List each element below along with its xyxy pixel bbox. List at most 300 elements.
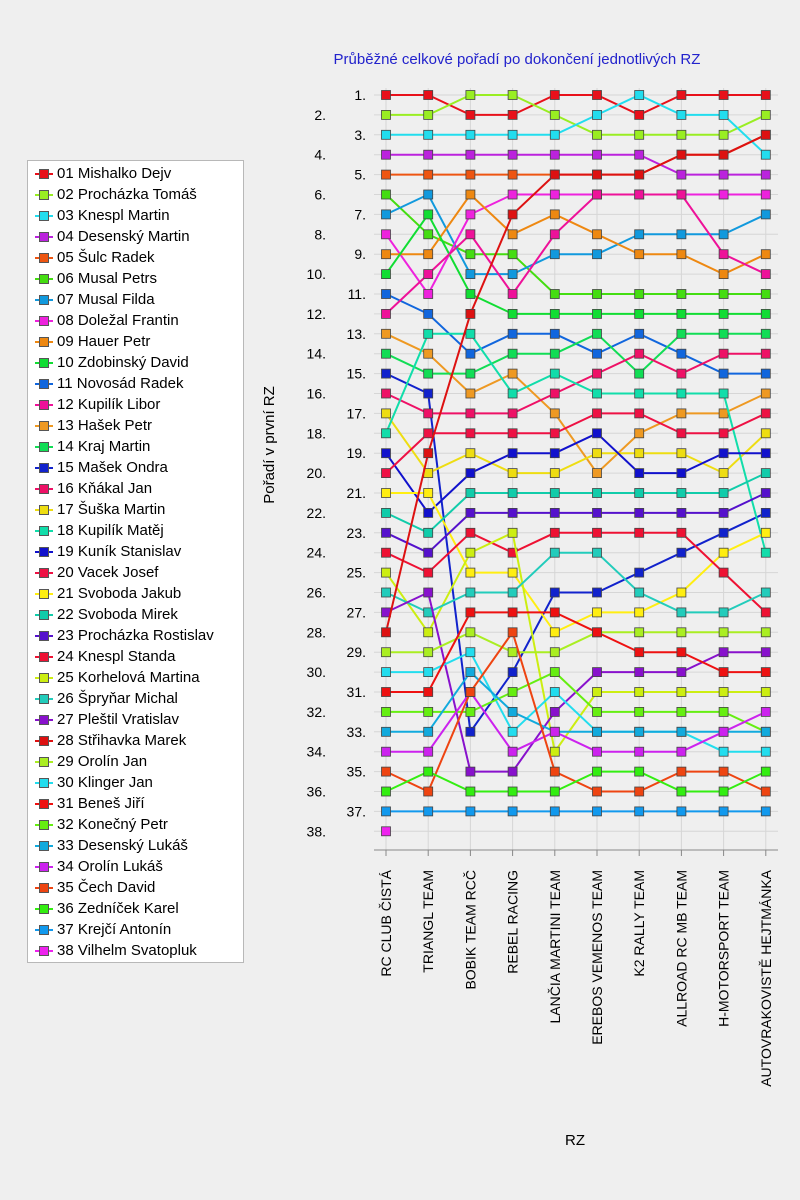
series-point <box>593 429 602 438</box>
series-point <box>466 429 475 438</box>
legend-marker <box>39 631 49 641</box>
legend-label: 26 Špryňar Michal <box>57 690 178 707</box>
legend-item <box>35 625 214 646</box>
series-point <box>550 130 559 139</box>
series-point <box>677 290 686 299</box>
legend-label: 20 Vacek Josef <box>57 564 159 581</box>
series-point <box>761 250 770 259</box>
series-point <box>550 747 559 756</box>
legend-label: 13 Hašek Petr <box>57 417 153 434</box>
series-point <box>550 290 559 299</box>
series-point <box>508 250 517 259</box>
series-point <box>761 727 770 736</box>
series-point <box>508 130 517 139</box>
legend-item <box>35 709 179 730</box>
series-point <box>635 727 644 736</box>
series-point <box>550 727 559 736</box>
series-point <box>424 270 433 279</box>
legend-marker <box>39 736 49 746</box>
series-point <box>593 469 602 478</box>
series-point <box>508 329 517 338</box>
series-point <box>761 409 770 418</box>
legend-marker <box>39 400 49 410</box>
series-point <box>593 767 602 776</box>
series-point <box>382 489 391 498</box>
y-tick-label: 35. <box>346 763 366 780</box>
series-point <box>761 110 770 119</box>
legend-item <box>35 247 155 268</box>
y-tick-label: 2. <box>314 106 326 123</box>
legend-item <box>35 604 178 625</box>
series-point <box>593 807 602 816</box>
series-point <box>550 309 559 318</box>
legend-marker <box>39 421 49 431</box>
legend-swatch <box>35 341 53 343</box>
legend-swatch <box>35 404 53 406</box>
series-point <box>719 309 728 318</box>
legend-item <box>35 457 168 478</box>
series-point <box>466 210 475 219</box>
legend-label: 12 Kupilík Libor <box>57 396 161 413</box>
legend-item <box>35 352 189 373</box>
series-point <box>382 210 391 219</box>
series-point <box>550 648 559 657</box>
series-point <box>719 528 728 537</box>
series-point <box>550 170 559 179</box>
y-tick-label: 21. <box>346 485 366 501</box>
series-point <box>635 568 644 577</box>
legend-item <box>35 562 158 583</box>
series-point <box>593 130 602 139</box>
series-point <box>508 469 517 478</box>
series-point <box>719 648 728 657</box>
y-tick-label: 32. <box>306 703 326 720</box>
series-point <box>761 190 770 199</box>
series-point <box>466 707 475 716</box>
legend-label: 35 Čech David <box>57 879 156 896</box>
legend-swatch <box>35 845 53 847</box>
series-point <box>593 668 602 677</box>
series-point <box>593 747 602 756</box>
y-tick-label: 15. <box>346 365 366 382</box>
legend-marker <box>39 841 49 851</box>
series-point <box>635 230 644 239</box>
y-tick-label: 29. <box>346 644 366 661</box>
series-point <box>677 429 686 438</box>
series-point <box>593 707 602 716</box>
series-point <box>635 469 644 478</box>
series-point <box>761 707 770 716</box>
x-axis-label: RZ <box>565 1132 585 1149</box>
legend-marker <box>39 484 49 494</box>
series-point <box>424 727 433 736</box>
y-tick-label: 9. <box>354 246 366 263</box>
y-tick-label: 17. <box>346 405 366 422</box>
series-point <box>677 409 686 418</box>
series-point <box>635 807 644 816</box>
series-point <box>593 548 602 557</box>
series-point <box>550 767 559 776</box>
legend-label: 38 Vilhelm Svatopluk <box>57 942 197 959</box>
series-point <box>424 91 433 100</box>
series-point <box>466 250 475 259</box>
legend-marker <box>39 358 49 368</box>
series-point <box>719 429 728 438</box>
series-point <box>635 130 644 139</box>
series-point <box>761 807 770 816</box>
series-point <box>635 389 644 398</box>
legend-item <box>35 856 163 877</box>
series-point <box>550 668 559 677</box>
series-point <box>635 150 644 159</box>
series-point <box>424 389 433 398</box>
series-point <box>382 727 391 736</box>
series-point <box>635 489 644 498</box>
legend-marker <box>39 820 49 830</box>
series-point <box>677 767 686 776</box>
legend-marker <box>39 337 49 347</box>
legend-item <box>35 646 175 667</box>
legend-swatch <box>35 593 53 595</box>
legend-marker <box>39 526 49 536</box>
series-point <box>550 369 559 378</box>
legend-item <box>35 478 152 499</box>
series-point <box>466 389 475 398</box>
series-point <box>382 807 391 816</box>
series-point <box>761 688 770 697</box>
series-point <box>677 548 686 557</box>
legend-item <box>35 499 165 520</box>
legend-item <box>35 877 155 898</box>
y-tick-label: 19. <box>346 445 366 462</box>
legend-swatch <box>35 194 53 196</box>
series-point <box>677 648 686 657</box>
y-tick-label: 23. <box>346 524 366 541</box>
series-point <box>466 727 475 736</box>
legend-label: 37 Krejčí Antonín <box>57 921 172 938</box>
series-point <box>424 668 433 677</box>
series-point <box>508 508 517 517</box>
legend-label: 06 Musal Petrs <box>57 270 158 287</box>
legend-label: 19 Kuník Stanislav <box>57 543 182 560</box>
series-point <box>508 369 517 378</box>
series-point <box>677 727 686 736</box>
series-point <box>508 568 517 577</box>
legend-label: 08 Doležal Frantin <box>57 312 179 329</box>
series-point <box>466 787 475 796</box>
y-tick-label: 25. <box>346 564 366 581</box>
series-point <box>466 807 475 816</box>
series-point <box>719 548 728 557</box>
series-point <box>508 449 517 458</box>
legend-marker <box>39 589 49 599</box>
y-tick-label: 10. <box>306 266 326 283</box>
legend-swatch <box>35 824 53 826</box>
series-point <box>635 688 644 697</box>
series-point <box>677 91 686 100</box>
y-tick-label: 38. <box>306 823 326 840</box>
series-point <box>508 210 517 219</box>
y-tick-label: 18. <box>306 425 326 442</box>
series-point <box>635 668 644 677</box>
series-point <box>382 568 391 577</box>
series-point <box>508 170 517 179</box>
series-point <box>550 449 559 458</box>
series-point <box>382 170 391 179</box>
legend-label: 30 Klinger Jan <box>57 774 153 791</box>
series-point <box>635 409 644 418</box>
x-tick-label: REBEL RACING <box>504 870 521 974</box>
series-point <box>719 290 728 299</box>
series-point <box>466 767 475 776</box>
legend-marker <box>39 568 49 578</box>
legend-item <box>35 373 183 394</box>
series-point <box>466 588 475 597</box>
series-point <box>424 489 433 498</box>
series-point <box>593 349 602 358</box>
series-point <box>424 150 433 159</box>
series-point <box>719 608 728 617</box>
series-point <box>677 508 686 517</box>
legend-label: 23 Procházka Rostislav <box>57 627 214 644</box>
series-point <box>677 707 686 716</box>
legend-marker <box>39 925 49 935</box>
series-point <box>593 449 602 458</box>
series-point <box>382 827 391 836</box>
legend-marker <box>39 190 49 200</box>
y-tick-label: 34. <box>306 743 326 760</box>
series-point <box>719 110 728 119</box>
legend-marker <box>39 946 49 956</box>
series-point <box>466 230 475 239</box>
series-point <box>677 130 686 139</box>
series-point <box>424 528 433 537</box>
legend-label: 33 Desenský Lukáš <box>57 837 188 854</box>
series-point <box>593 329 602 338</box>
series-point <box>466 648 475 657</box>
legend-label: 34 Orolín Lukáš <box>57 858 163 875</box>
legend-swatch <box>35 887 53 889</box>
legend-swatch <box>35 446 53 448</box>
series-point <box>761 628 770 637</box>
legend-marker <box>39 169 49 179</box>
series-point <box>424 628 433 637</box>
series-point <box>382 548 391 557</box>
series-point <box>382 290 391 299</box>
series-point <box>593 170 602 179</box>
series-point <box>593 230 602 239</box>
legend-item <box>35 184 197 205</box>
y-tick-label: 33. <box>346 723 366 740</box>
series-point <box>761 668 770 677</box>
series-point <box>761 508 770 517</box>
legend-marker <box>39 652 49 662</box>
y-tick-label: 6. <box>314 186 326 203</box>
series-point <box>635 170 644 179</box>
series-point <box>761 528 770 537</box>
legend-swatch <box>35 635 53 637</box>
legend-label: 16 Kňákal Jan <box>57 480 153 497</box>
legend-swatch <box>35 866 53 868</box>
legend-marker <box>39 505 49 515</box>
series-point <box>719 767 728 776</box>
legend-marker <box>39 547 49 557</box>
series-point <box>424 588 433 597</box>
y-tick-label: 7. <box>354 206 366 223</box>
series-point <box>550 210 559 219</box>
series-point <box>635 628 644 637</box>
series-point <box>382 508 391 517</box>
series-point <box>719 409 728 418</box>
series-point <box>382 270 391 279</box>
series-point <box>550 548 559 557</box>
legend-item <box>35 226 190 247</box>
series-point <box>550 409 559 418</box>
legend-swatch <box>35 761 53 763</box>
legend-item <box>35 730 186 751</box>
series-point <box>466 130 475 139</box>
series-point <box>635 707 644 716</box>
legend-swatch <box>35 656 53 658</box>
series-point <box>424 250 433 259</box>
series-point <box>719 449 728 458</box>
series-point <box>466 170 475 179</box>
series-point <box>719 469 728 478</box>
legend-swatch <box>35 488 53 490</box>
series-point <box>719 707 728 716</box>
series-point <box>466 110 475 119</box>
y-tick-label: 30. <box>306 664 326 681</box>
series-point <box>635 110 644 119</box>
y-tick-label: 4. <box>314 146 326 163</box>
series-point <box>550 608 559 617</box>
series-point <box>466 489 475 498</box>
series-point <box>761 170 770 179</box>
legend-item <box>35 289 155 310</box>
legend-label: 24 Knespl Standa <box>57 648 176 665</box>
series-point <box>761 290 770 299</box>
series-point <box>593 150 602 159</box>
legend-marker <box>39 295 49 305</box>
x-tick-label: LANČIA MARTINI TEAM <box>546 870 563 1024</box>
series-point <box>424 329 433 338</box>
legend-item <box>35 751 147 772</box>
y-tick-label: 24. <box>306 544 326 561</box>
series-point <box>761 329 770 338</box>
series-point <box>508 230 517 239</box>
series-point <box>593 588 602 597</box>
series-point <box>677 329 686 338</box>
x-tick-label: RC CLUB ČISTÁ <box>378 870 394 977</box>
legend-label: 27 Pleštil Vratislav <box>57 711 179 728</box>
series-point <box>593 250 602 259</box>
series-point <box>635 429 644 438</box>
series-point <box>593 369 602 378</box>
legend-marker <box>39 232 49 242</box>
y-tick-label: 28. <box>306 624 326 641</box>
series-point <box>382 648 391 657</box>
series-point <box>635 588 644 597</box>
series-point <box>635 329 644 338</box>
series-point <box>761 309 770 318</box>
legend-swatch <box>35 320 53 322</box>
legend-label: 09 Hauer Petr <box>57 333 151 350</box>
series-point <box>550 190 559 199</box>
legend-label: 36 Zedníček Karel <box>57 900 179 917</box>
series-point <box>761 449 770 458</box>
series-point <box>466 409 475 418</box>
series-point <box>466 548 475 557</box>
legend-label: 02 Procházka Tomáš <box>57 186 197 203</box>
series-point <box>424 309 433 318</box>
legend-marker <box>39 274 49 284</box>
legend-marker <box>39 379 49 389</box>
legend-marker <box>39 904 49 914</box>
y-tick-label: 5. <box>354 166 366 183</box>
series-point <box>508 489 517 498</box>
y-tick-label: 26. <box>306 584 326 601</box>
series-point <box>508 91 517 100</box>
legend-item <box>35 415 152 436</box>
series-point <box>466 150 475 159</box>
legend-item <box>35 268 157 289</box>
legend-marker <box>39 862 49 872</box>
series-point <box>719 727 728 736</box>
series-point <box>761 349 770 358</box>
legend-marker <box>39 610 49 620</box>
legend-label: 18 Kupilík Matěj <box>57 522 164 539</box>
series-point <box>719 91 728 100</box>
legend-swatch <box>35 572 53 574</box>
legend-swatch <box>35 929 53 931</box>
legend-label: 31 Beneš Jiří <box>57 795 145 812</box>
series-point <box>677 787 686 796</box>
series-point <box>593 91 602 100</box>
series-point <box>466 369 475 378</box>
legend-swatch <box>35 299 53 301</box>
x-tick-label: H-MOTORSPORT TEAM <box>715 870 732 1027</box>
legend-item <box>35 667 200 688</box>
legend-item <box>35 688 178 709</box>
legend-marker <box>39 715 49 725</box>
series-point <box>593 688 602 697</box>
series-point <box>466 608 475 617</box>
series-point <box>635 91 644 100</box>
series-point <box>382 329 391 338</box>
series-point <box>550 349 559 358</box>
series-point <box>508 270 517 279</box>
series-point <box>677 807 686 816</box>
x-tick-label: K2 RALLY TEAM <box>631 870 648 977</box>
series-point <box>593 608 602 617</box>
series-point <box>424 767 433 776</box>
legend-label: 01 Mishalko Dejv <box>57 165 172 182</box>
series-point <box>382 369 391 378</box>
series-point <box>550 110 559 119</box>
series-point <box>466 349 475 358</box>
series-point <box>508 528 517 537</box>
legend-swatch <box>35 698 53 700</box>
series-point <box>593 727 602 736</box>
y-tick-label: 16. <box>306 385 326 402</box>
legend-item <box>35 520 164 541</box>
x-tick-label: ALLROAD RC MB TEAM <box>673 870 690 1027</box>
y-tick-label: 22. <box>306 504 326 521</box>
series-point <box>466 449 475 458</box>
series-point <box>466 528 475 537</box>
y-tick-label: 31. <box>346 684 366 700</box>
series-point <box>382 668 391 677</box>
